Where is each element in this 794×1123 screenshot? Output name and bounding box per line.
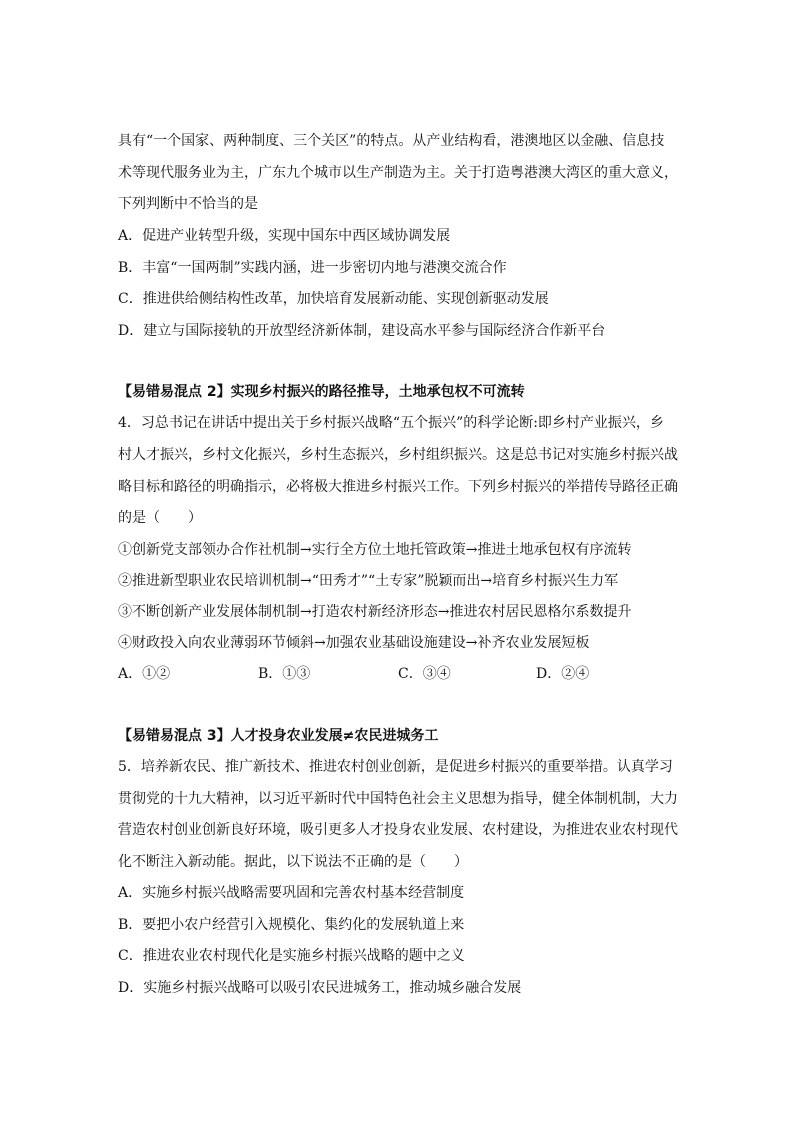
q4-item-2: ②推进新型职业农民培训机制→“田秀才”“土专家”脱颖而出→培育乡村振兴生力军 <box>118 573 619 589</box>
q5-option-b: B．要把小农户经营引入规模化、集约化的发展轨道上来 <box>118 917 465 933</box>
q4-item-1: ①创新党支部领办合作社机制→实行全方位土地托管政策→推进土地承包权有序流转 <box>118 542 632 558</box>
q4-option-d: D．②④ <box>536 666 590 682</box>
q4-option-b: B．①③ <box>258 666 311 682</box>
q5-option-a: A．实施乡村振兴战略需要巩固和完善农村基本经营制度 <box>118 885 465 901</box>
q5-option-d: D．实施乡村振兴战略可以吸引农民进城务工，推动城乡融合发展 <box>118 980 522 996</box>
q4-stem-line-4: 的是（ ） <box>118 510 202 526</box>
q4-item-4: ④财政投入向农业薄弱环节倾斜→加强农业基础设施建设→补齐农业发展短板 <box>118 635 590 651</box>
section-heading-point-2: 【易错易混点 2】实现乡村振兴的路径推导，土地承包权不可流转 <box>118 384 525 400</box>
q5-option-c: C．推进农业农村现代化是实施乡村振兴战略的题中之义 <box>118 948 465 964</box>
q4-options-row <box>118 664 678 684</box>
q4-option-c: C．③④ <box>398 666 451 682</box>
q3-option-b: B．丰富“一国两制”实践内涵，进一步密切内地与港澳交流合作 <box>118 260 507 276</box>
q3-stem-line-1: 具有“一个国家、两种制度、三个关区”的特点。从产业结构看，港澳地区以金融、信息技 <box>118 133 665 149</box>
q3-stem-line-2: 术等现代服务业为主，广东九个城市以生产制造为主。关于打造粤港澳大湾区的重大意义， <box>118 165 678 181</box>
q4-stem-line-3: 略目标和路径的明确指示，必将极大推进乡村振兴工作。下列乡村振兴的举措传导路径正确 <box>118 479 678 495</box>
q5-stem-line-4: 化不断注入新动能。据此，以下说法不正确的是（ ） <box>118 854 468 870</box>
q4-item-3: ③不断创新产业发展体制机制→打造农村新经济形态→推进农村居民恩格尔系数提升 <box>118 604 632 620</box>
q4-stem-line-1: 4．习总书记在讲话中提出关于乡村振兴战略“五个振兴”的科学论断:即乡村产业振兴，乡 <box>118 415 664 431</box>
q3-option-a: A．促进产业转型升级，实现中国东中西区域协调发展 <box>118 228 451 244</box>
q3-option-c: C．推进供给侧结构性改革，加快培育发展新动能、实现创新驱动发展 <box>118 291 549 307</box>
q5-stem-line-3: 营造农村创业创新良好环境，吸引更多人才投身农业发展、农村建设，为推进农业农村现代 <box>118 822 678 838</box>
q3-stem-line-3: 下列判断中不恰当的是 <box>118 196 258 212</box>
section-heading-point-3: 【易错易混点 3】人才投身农业发展≠农民进城务工 <box>118 728 439 744</box>
q5-stem-line-2: 贯彻党的十九大精神，以习近平新时代中国特色社会主义思想为指导，健全体制机制，大力 <box>118 791 678 807</box>
q4-option-a: A．①② <box>118 666 171 682</box>
q5-stem-line-1: 5．培养新农民、推广新技术、推进农村创业创新，是促进乡村振兴的重要举措。认真学习 <box>118 759 673 775</box>
q3-option-d: D．建立与国际接轨的开放型经济新体制，建设高水平参与国际经济合作新平台 <box>118 323 606 339</box>
q4-stem-line-2: 村人才振兴，乡村文化振兴，乡村生态振兴，乡村组织振兴。这是总书记对实施乡村振兴战 <box>118 447 678 463</box>
